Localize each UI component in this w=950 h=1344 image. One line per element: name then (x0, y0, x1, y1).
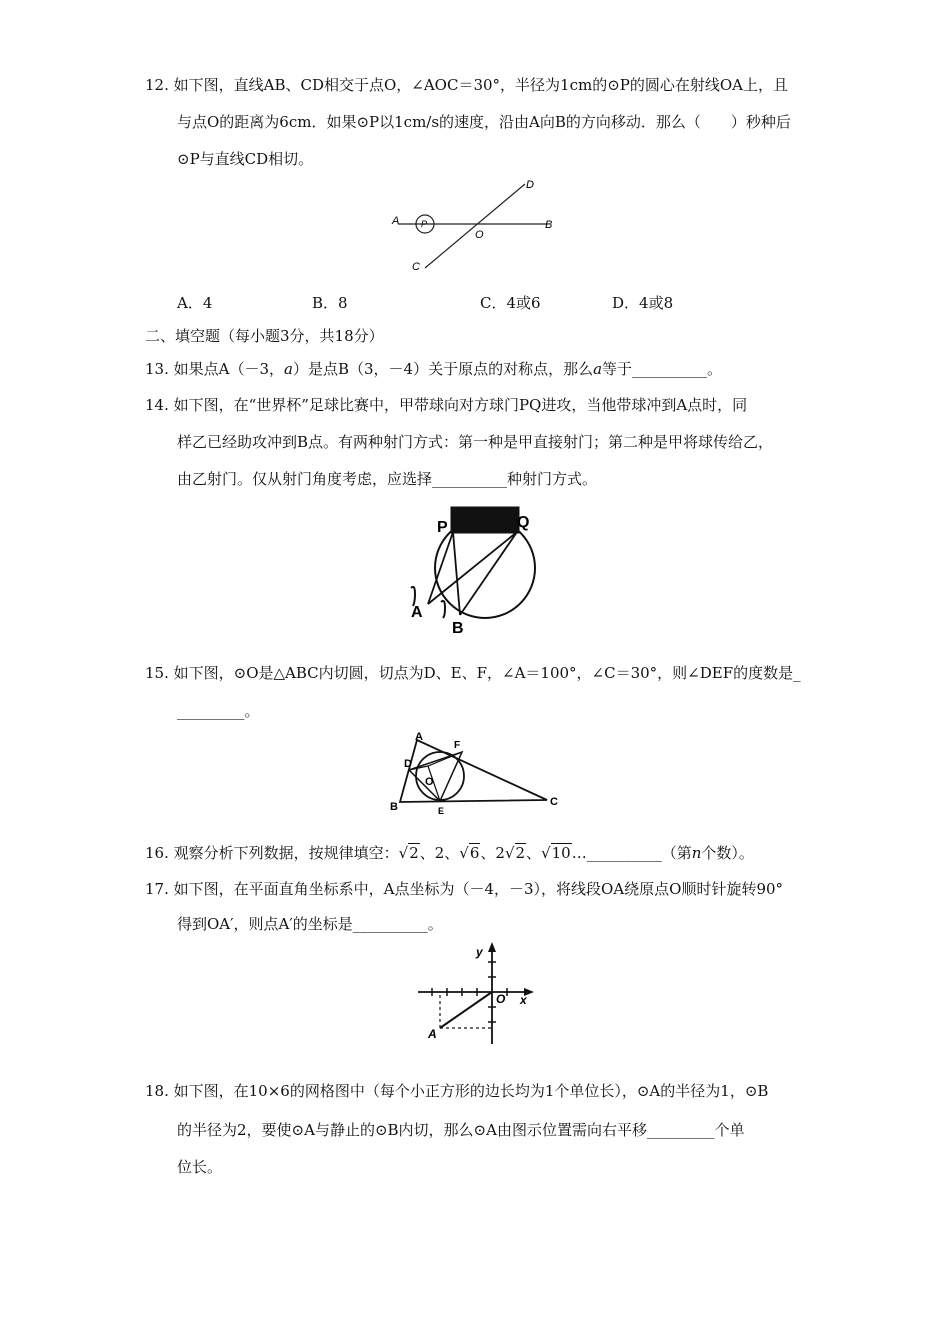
q18-line1: 18. 如下图，在10×6的网格图中（每个小正方形的边长均为1个单位长），⊙A的半径为1，⊙B (145, 1082, 769, 1100)
q18-line2: 的半径为2，要使⊙A与静止的⊙B内切，那么⊙A由图示位置需向右平移_________个单 (177, 1121, 745, 1139)
q15-label-f: F (454, 740, 461, 751)
q14-label-b: B (452, 620, 464, 637)
q14-line2: 样乙已经助攻冲到B点。有两种射门方式：第一种是甲直接射门；第二种是甲将球传给乙， (177, 433, 774, 451)
q16-text: 16. 观察分析下列数据，按规律填空：√2、2、√6、2√2、√10…__________（第n个数）。 (145, 844, 754, 862)
q15-label-o: O (425, 776, 434, 788)
q14-label-p: P (437, 519, 448, 536)
q15-line1: 15. 如下图，⊙O是△ABC内切圆，切点为D、E、F，∠A＝100°，∠C＝30°，则∠DEF的度数是_ (145, 664, 801, 682)
q14-line1: 14. 如下图，在“世界杯”足球比赛中，甲带球向对方球门PQ进攻，当他带球冲到A点时，同 (145, 396, 748, 414)
q12-figure (390, 176, 560, 276)
q12-label-b: B (545, 219, 553, 231)
q17-label-x: x (520, 993, 527, 1007)
q12-line2: 与点O的距离为6cm．如果⊙P以1cm/s的速度，沿由A向B的方向移动．那么（ ）秒种后 (177, 113, 791, 131)
section-title: 二、填空题（每小题3分，共18分） (145, 327, 384, 345)
q18-line3: 位长。 (177, 1158, 223, 1176)
q17-line1: 17. 如下图，在平面直角坐标系中，A点坐标为（－4，－3），将线段OA绕原点O顺时针旋转90° (145, 880, 784, 898)
q12-option-a: A．4 (177, 294, 213, 312)
q14-line3: 由乙射门。仅从射门角度考虑，应选择__________种射门方式。 (177, 470, 598, 488)
q12-label-p: P (421, 219, 428, 229)
q12-line3: ⊙P与直线CD相切。 (177, 150, 314, 168)
q17-label-a: A (428, 1027, 437, 1041)
q12-label-o: O (475, 229, 484, 241)
q12-option-b: B．8 (312, 294, 348, 312)
q17-label-o: O (496, 992, 506, 1006)
q12-option-c: C．4或6 (480, 294, 541, 312)
q12-label-d: D (526, 179, 534, 191)
q15-label-c: C (550, 796, 558, 808)
q15-label-e: E (438, 806, 445, 816)
q15-line2: _________。 (177, 702, 260, 720)
q15-label-a: A (415, 731, 423, 743)
q15-label-d: D (404, 758, 412, 770)
player-icon (441, 601, 445, 618)
q15-figure (385, 730, 565, 815)
q17-figure (410, 942, 540, 1047)
q15-label-b: B (390, 801, 398, 813)
q14-label-q: Q (517, 514, 530, 531)
q14-figure (405, 500, 545, 640)
q17-line2: 得到OA′，则点A′的坐标是__________。 (177, 915, 443, 933)
q12-line1: 12. 如下图，直线AB、CD相交于点O，∠AOC＝30°，半径为1cm的⊙P的圆心在射线OA上，且 (145, 76, 789, 94)
q13-text: 13. 如果点A（－3，a）是点B（3，－4）关于原点的对称点，那么a等于__________。 (145, 360, 723, 378)
q12-label-c: C (412, 261, 420, 273)
q12-label-a: A (392, 215, 400, 227)
q17-label-y: y (476, 945, 483, 959)
q12-option-d: D．4或8 (612, 294, 674, 312)
q14-label-a: A (411, 604, 423, 621)
